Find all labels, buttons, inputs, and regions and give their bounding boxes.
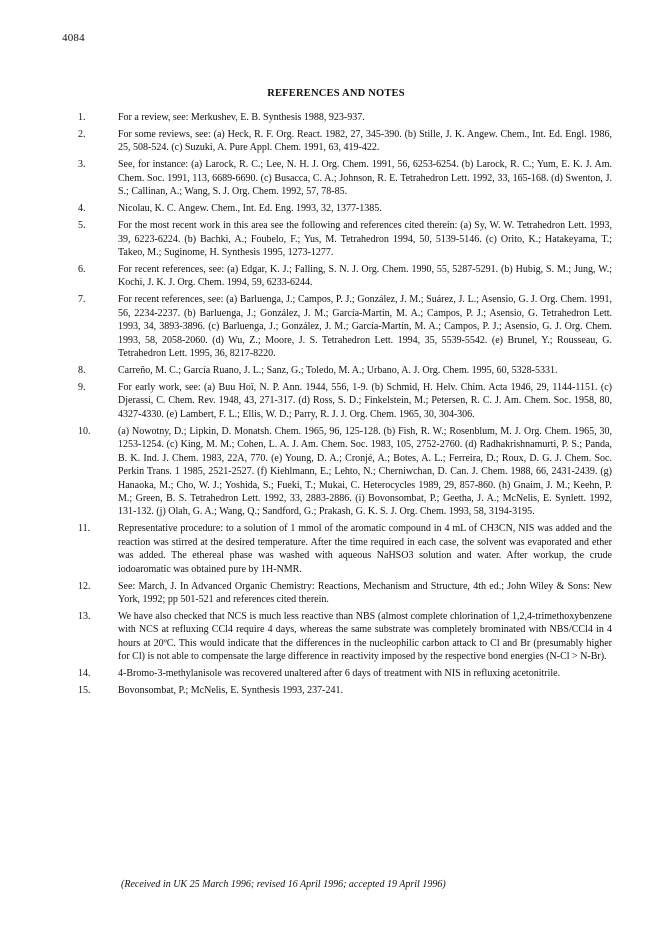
reference-item [78,684,612,697]
reference-item [78,293,612,360]
reference-text: (a) Nowotny, D.; Lipkin, D. Monatsh. Chem. 1965, 96, 125-128. (b) Fish, R. W.; Rosenblum, M. J. Org. Chem. 1965, 30, 1253-1254. (c) King, M. M.; Cohen, L. A. J. Am. Chem. Soc. 1983, 105, 2752-2760. (d) Radhakrishnamurti, P. S.; Panda, B. K. Ind. J. Chem. 1983, 22A, 770. (e) Young, D. A.; Cronjé, A.; Botes, A. L.; Ferreira, D.; Roux, D. G. J. Chem. Soc. Perkin Trans. 1 1985, 2521-2527. (f) Kiehlmann, E.; Lehto, N.; Cherniwchan, D. Can. J. Chem. 1988, 66, 2431-2439. (g) Hanaoka, M.; Cho, W. J.; Yoshida, S.; Fueki, T.; Mukai, C. Heterocycles 1989, 29, 857-860. (h) Gnaim, J. M.; Keehn, P. M.; Green, B. S. Tetrahedron Lett. 1992, 33, 2883-2886. (i) Bovonsombat, P.; Geetha, J. A.; McNelis, E. Synlett. 1992, 131-132. (j) Olah, G. A.; Wang, Q.; Sandford, G.; Prakash, G. K. S. J. Org. Chem. 1993, 58, 3194-3195. [118,425,612,518]
reference-text: See: March, J. In Advanced Organic Chemistry: Reactions, Mechanism and Structure, 4th ed.; John Wiley & Sons: New York, 1992; pp 501-521 and references cited therein. [118,580,612,605]
reference-number: 7. [78,294,86,306]
reference-item [78,580,612,607]
reference-number: 12. [78,580,91,592]
reference-text: We have also checked that NCS is much less reactive than NBS (almost complete chlorination of 1,2,4-trimethoxybenzene with NCS at refluxing CCl4 require 4 days, whereas the same substrate was completely brominated with NBS/CCl4 in 4 hours at 20ºC. This would indicate that the differences in the nucleophilic carbon attack to Cl and Br (presumably higher for Cl) is not able to compensate the large difference in reactivity imposed by the respective bond energies (N-Cl > N-Br). [118,610,612,663]
reference-item [78,364,612,377]
reference-text: 4-Bromo-3-methylanisole was recovered unaltered after 6 days of treatment with NIS in refluxing acetonitrile. [118,668,561,680]
reference-number: 8. [78,365,86,377]
reference-number: 11. [78,523,91,535]
reference-number: 9. [78,382,86,394]
reference-item [78,425,612,519]
reference-item [78,263,612,290]
reference-number: 5. [78,220,86,232]
reference-list [78,111,612,701]
reference-number: 6. [78,264,86,276]
reference-item [78,128,612,155]
reference-text: Carreño, M. C.; García Ruano, J. L.; Sanz, G.; Toledo, M. A.; Urbano, A. J. Org. Chem. 1995, 60, 5328-5331. [118,365,558,377]
reference-number: 4. [78,203,86,215]
reference-item [78,667,612,680]
reference-item [78,381,612,421]
reference-text: Nicolau, K. C. Angew. Chem., Int. Ed. Eng. 1993, 32, 1377-1385. [118,203,382,215]
reference-item [78,610,612,664]
reference-number: 3. [78,159,86,171]
reference-text: For some reviews, see: (a) Heck, R. F. Org. React. 1982, 27, 345-390. (b) Stille, J. K. Angew. Chem., Int. Ed. Engl. 1986, 25, 508-524. (c) Suzuki, A. Pure Appl. Chem. 1991, 63, 419-422. [118,129,612,154]
reference-item [78,158,612,198]
reference-text: For a review, see: Merkushev, E. B. Synthesis 1988, 923-937. [118,112,365,123]
received-dates-note: (Received in UK 25 March 1996; revised 16 April 1996; accepted 19 April 1996) [121,879,446,890]
reference-text: For the most recent work in this area see the following and references cited therein: (a) Sy, W. W. Tetrahedron Lett. 1993, 39, 6223-6224. (b) Bachki, A.; Foubelo, F.; Yus, M. Tetrahedron 1994, 50, 5139-5146. (c) Orito, K.; Hatakeyama, T.; Takeo, M.; Suginome, H. Synthesis 1995, 1273-1277. [118,220,612,259]
reference-number: 10. [78,425,91,437]
reference-number: 13. [78,610,91,622]
reference-text: Bovonsombat, P.; McNelis, E. Synthesis 1993, 237-241. [118,685,344,697]
reference-text: Representative procedure: to a solution of 1 mmol of the aromatic compound in 4 mL of CH3CN, NIS was added and the reaction was stirred at the desired temperature. After the time required in each case, the solvent was evaporated and ether was added. The ethereal phase was washed with aqueous NaHSO3 solution and water. After workup, the crude iodoaromatic was obtained pure by 1H-NMR. [118,523,612,575]
reference-text: For recent references, see: (a) Edgar, K. J.; Falling, S. N. J. Org. Chem. 1990, 55, 5287-5291. (b) Hubig, S. M.; Jung, W.; Kochi, J. K. J. Org. Chem. 1994, 59, 6233-6244. [118,264,612,289]
reference-text: For recent references, see: (a) Barluenga, J.; Campos, P. J.; González, J. M.; Suárez, J. L.; Asensio, G. J. Org. Chem. 1991, 56, 2234-2237. (b) Barluenga, J.; González, J. M.; García-Martín, M. A.; Campos, P. J.; Asensio, G. Tetrahedron Lett. 1993, 34, 3893-3896. (c) Barluenga, J.; González, J. M.; García-Martín, M. A.; Campos, P. J.; Asensio, G. J. Org. Chem. 1993, 58, 2058-2060. (d) Wu, Z.; Moore, J. S. Tetrahedron Lett. 1994, 35, 5539-5542. (e) Brunel, Y.; Rousseau, G. Tetrahedron Lett. 1995, 36, 8217-8220. [118,294,612,360]
reference-item [78,219,612,259]
reference-text: See, for instance: (a) Larock, R. C.; Lee, N. H. J. Org. Chem. 1991, 56, 6253-6254. (b) Larock, R. C.; Yum, E. K. J. Am. Chem. Soc. 1991, 113, 6689-6690. (c) Busacca, C. A.; Johnson, R. E. Tetrahedron Lett. 1992, 33, 165-168. (d) Swenton, J. S.; Callinan, A.; Wang, S. J. Org. Chem. 1992, 57, 78-85. [118,159,612,198]
reference-text: For early work, see: (a) Buu Hoï, N. P. Ann. 1944, 556, 1-9. (b) Schmid, H. Helv. Chim. Acta 1946, 29, 1144-1151. (c) Djerassi, C. Chem. Rev. 1948, 43, 271-317. (d) Ross, S. D.; Finkelstein, M.; Petersen, R. C. J. Am. Chem. Soc. 1958, 80, 4327-4330. (e) Lambert, F. L.; Ellis, W. D.; Parry, R. J. J. Org. Chem. 1965, 30, 304-306. [118,382,612,420]
reference-number: 14. [78,668,91,680]
reference-item [78,202,612,215]
reference-number: 2. [78,129,86,140]
reference-number: 1. [78,112,86,123]
reference-item [78,522,612,576]
section-title: REFERENCES AND NOTES [267,88,405,99]
reference-number: 15. [78,685,91,697]
page-number: 4084 [62,32,85,44]
reference-item [78,111,612,124]
